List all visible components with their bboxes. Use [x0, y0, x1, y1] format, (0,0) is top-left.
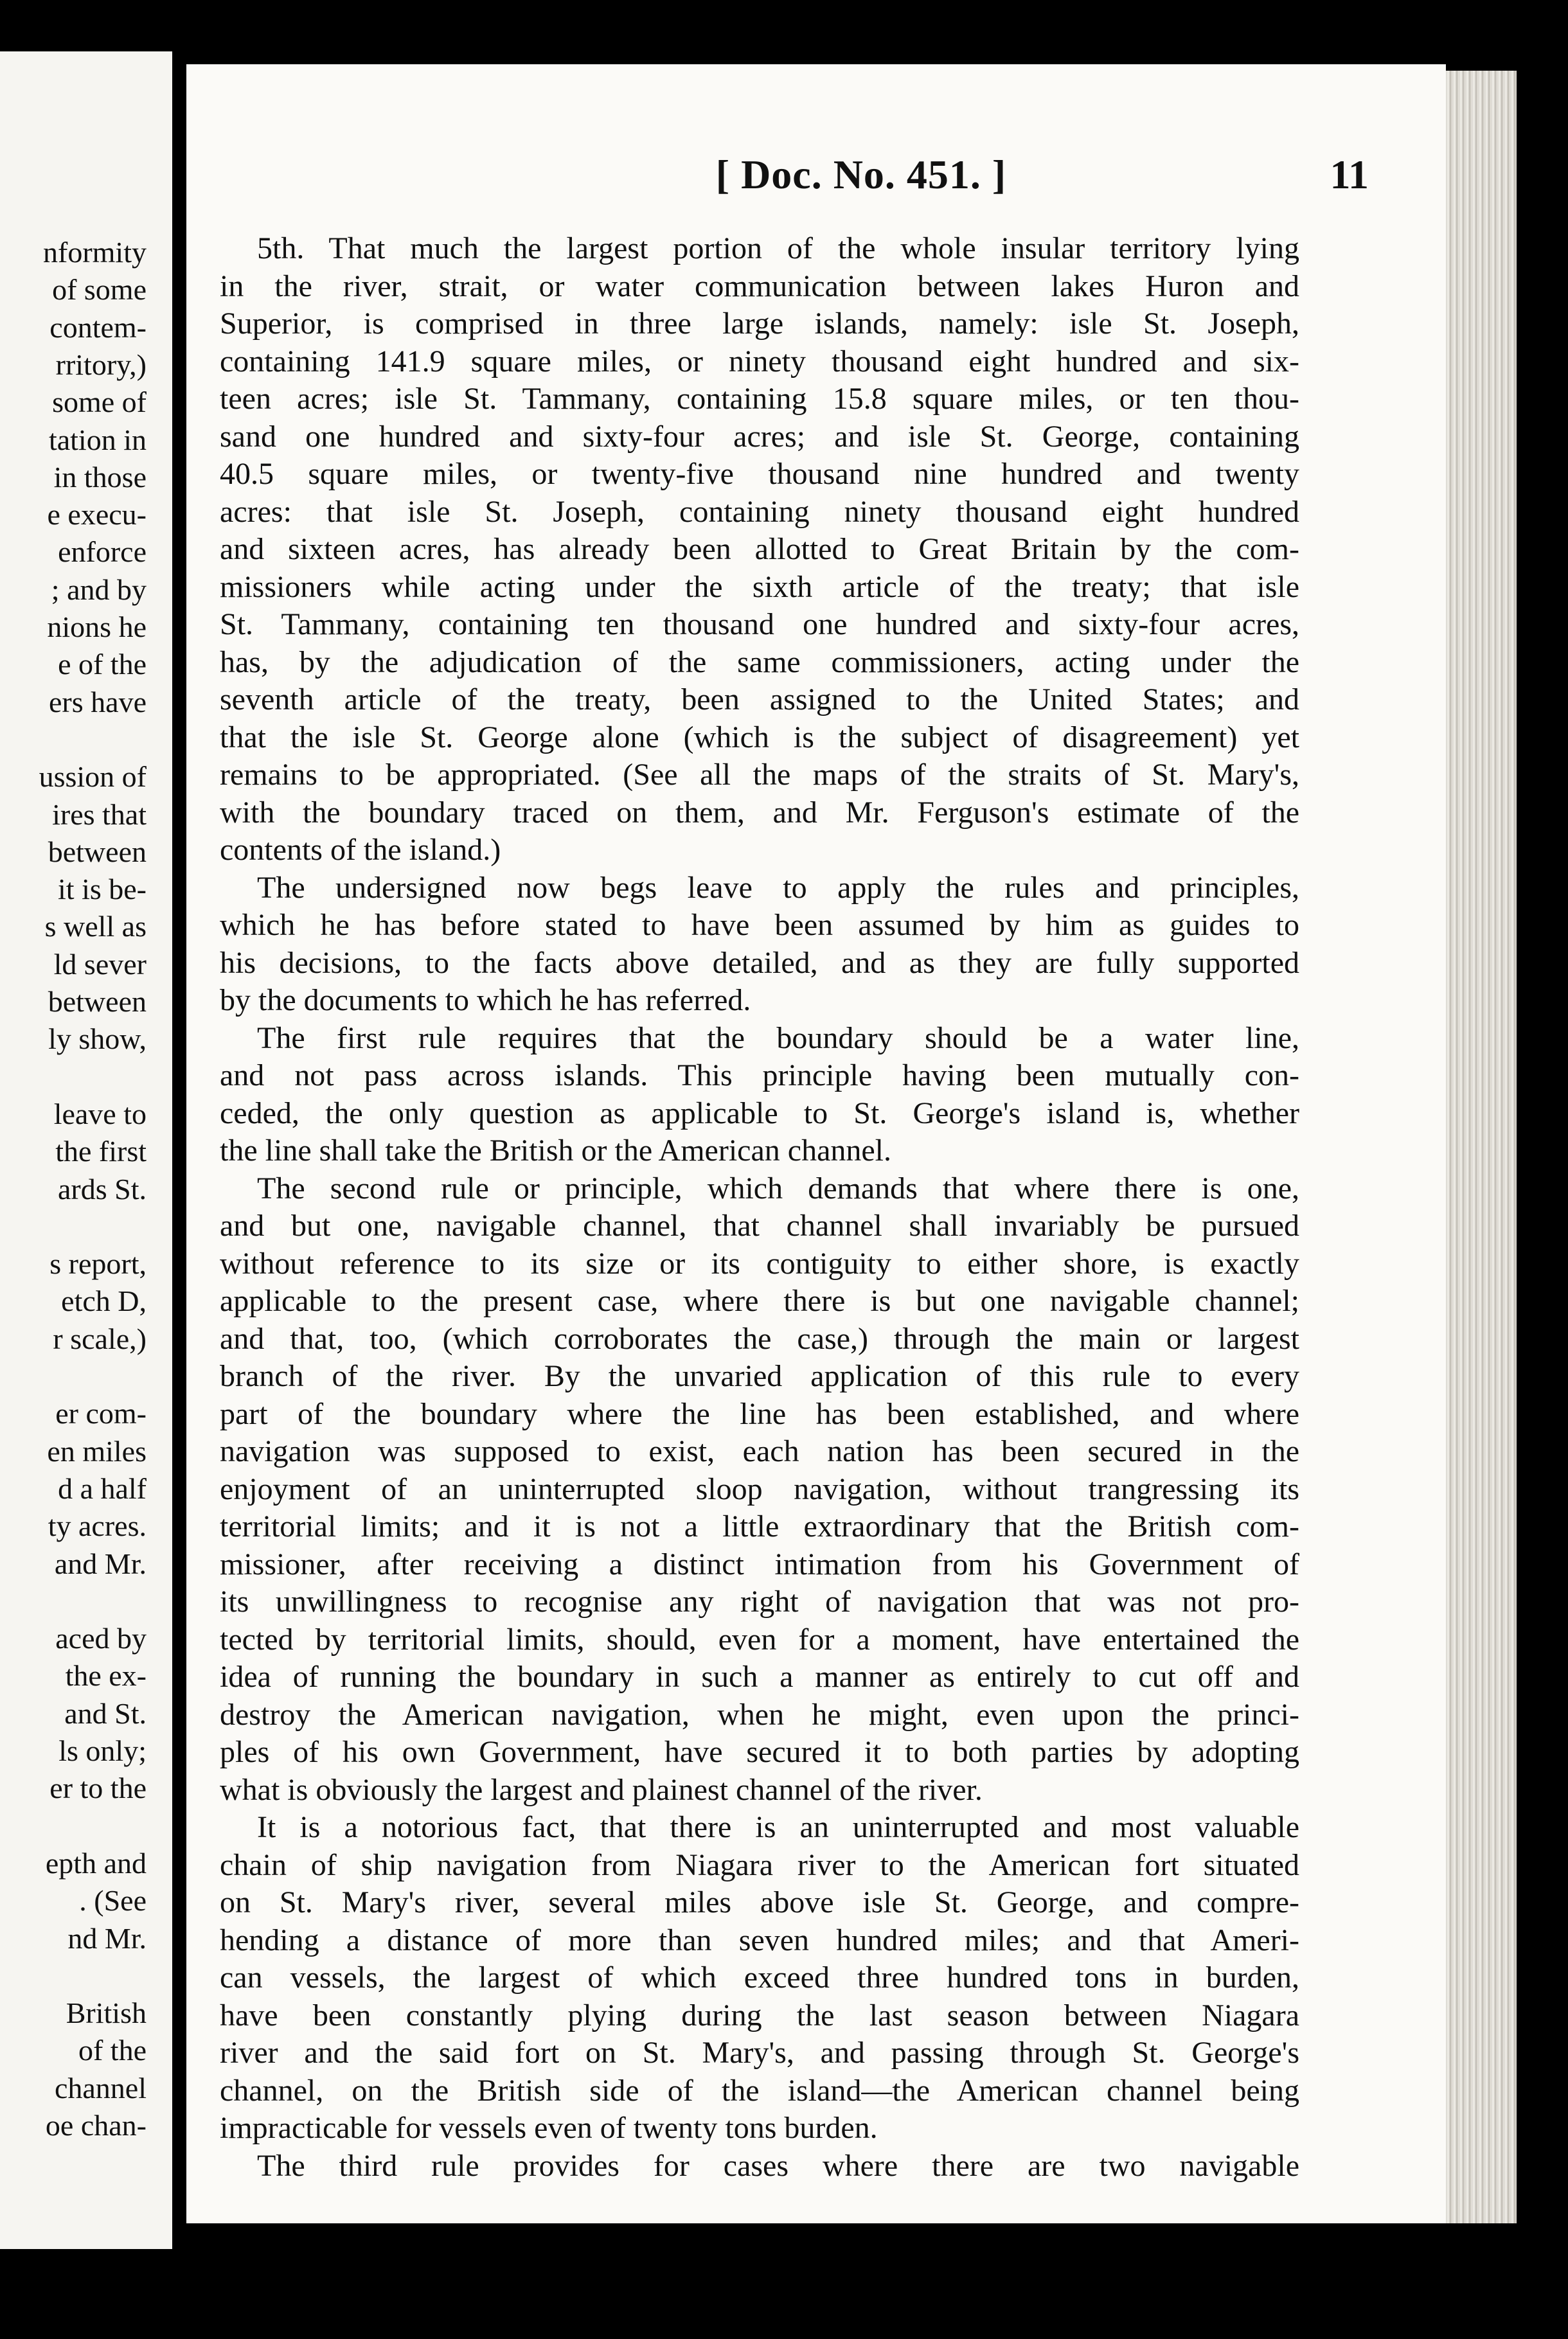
facing-page-line: of the [78, 2034, 147, 2067]
facing-page-line: ld sever [53, 947, 147, 981]
text-line: without reference to its size or its contiguity to either shore, is exactly [220, 1246, 1299, 1281]
facing-page-line: epth and [45, 1846, 147, 1880]
document-label: [ Doc. No. 451. ] [715, 152, 1007, 197]
text-line: 5th. That much the largest portion of the whole insular territory lying [257, 231, 1299, 265]
facing-page-line: d a half [58, 1472, 147, 1505]
facing-page-line: oe chan- [45, 2109, 147, 2142]
facing-page-line: ers have [49, 685, 147, 718]
text-line: river and the said fort on St. Mary's, and passing through St. George's [220, 2036, 1299, 2070]
text-line: 40.5 square miles, or twenty-five thousand nine hundred and twenty [220, 457, 1299, 491]
text-line: ceded, the only question as applicable to St. George's island is, whether [220, 1096, 1299, 1130]
text-line: territorial limits; and it is not a little extraordinary that the British com- [220, 1509, 1299, 1543]
facing-page-line: nd Mr. [67, 1921, 147, 1955]
text-line: channel, on the British side of the island—the American channel being [220, 2073, 1299, 2108]
text-line: destroy the American navigation, when he might, even upon the princi- [220, 1697, 1299, 1732]
page-header [186, 151, 1446, 209]
facing-page-line: and Mr. [54, 1547, 147, 1580]
text-line: sand one hundred and sixty-four acres; and isle St. George, containing [220, 419, 1299, 454]
text-line: that the isle St. George alone (which is the subject of disagreement) yet [220, 720, 1299, 754]
text-line: tected by territorial limits, should, even for a moment, have entertained the [220, 1622, 1299, 1657]
facing-page-line: e execu- [47, 498, 147, 531]
text-line: applicable to the present case, where there is but one navigable channel; [220, 1284, 1299, 1318]
facing-page-line: . (See [79, 1884, 147, 1917]
text-line: the line shall take the British or the American channel. [220, 1134, 892, 1168]
paragraph [220, 869, 1299, 1020]
facing-page-line: ires that [52, 797, 147, 831]
facing-page-line: rritory,) [55, 348, 147, 381]
text-line: St. Tammany, containing ten thousand one hundred and sixty-four acres, [220, 607, 1299, 641]
text-line: what is obviously the largest and plainest channel of the river. [220, 1772, 983, 1807]
body-text [220, 230, 1299, 2185]
facing-page-line: of some [52, 273, 147, 307]
facing-page-line: tation in [48, 423, 147, 456]
text-line: in the river, strait, or water communication between lakes Huron and [220, 269, 1299, 303]
facing-page-line: s report, [49, 1247, 147, 1281]
facing-page-strip [0, 51, 172, 2249]
text-line: have been constantly plying during the last season between Niagara [220, 1998, 1299, 2032]
text-line: its unwillingness to recognise any right of navigation that was not pro- [220, 1585, 1299, 1619]
facing-page-line: er to the [49, 1772, 147, 1805]
document-page [186, 64, 1446, 2223]
text-line: and sixteen acres, has already been allotted to Great Britain by the com- [220, 532, 1299, 566]
text-line: on St. Mary's river, several miles above isle St. George, and compre- [220, 1885, 1299, 1919]
facing-page-line: nions he [47, 610, 147, 643]
text-line: seventh article of the treaty, been assigned to the United States; and [220, 682, 1299, 716]
facing-page-line: enforce [58, 535, 147, 569]
facing-page-line: between [48, 835, 147, 868]
facing-page-line: between [48, 985, 147, 1018]
facing-page-line: British [66, 1997, 147, 2030]
facing-page-line: aced by [55, 1622, 147, 1655]
text-line: branch of the river. By the unvaried application of this rule to every [220, 1359, 1299, 1393]
facing-page-line: nformity [43, 236, 147, 269]
facing-page-line: it is be- [58, 873, 147, 906]
facing-page-line: contem- [49, 310, 147, 344]
text-line: and that, too, (which corroborates the case,) through the main or largest [220, 1321, 1299, 1356]
text-line: The third rule provides for cases where there are two navigable [257, 2148, 1299, 2183]
facing-page-line: in those [53, 460, 147, 494]
text-line: with the boundary traced on them, and Mr. Ferguson's estimate of the [220, 795, 1299, 830]
facing-page-line: the ex- [65, 1659, 147, 1693]
paragraph [220, 2148, 1299, 2185]
facing-page-line: s well as [44, 910, 147, 943]
page-edge-stack [1446, 71, 1517, 2223]
text-line: idea of running the boundary in such a manner as entirely to cut off and [220, 1660, 1299, 1694]
text-line: has, by the adjudication of the same commissioners, acting under the [220, 645, 1299, 679]
facing-page-line: some of [52, 386, 147, 419]
text-line: It is a notorious fact, that there is an uninterrupted and most valuable [257, 1810, 1299, 1844]
text-line: remains to be appropriated. (See all the maps of the straits of St. Mary's, [220, 758, 1299, 792]
text-line: The first rule requires that the boundary should be a water line, [257, 1020, 1299, 1055]
facing-page-line: ls only; [58, 1734, 147, 1767]
text-line: enjoyment of an uninterrupted sloop navigation, without trangressing its [220, 1472, 1299, 1506]
text-line: acres: that isle St. Joseph, containing ninety thousand eight hundred [220, 494, 1299, 529]
text-line: teen acres; isle St. Tammany, containing 15.8 square miles, or ten thou- [220, 382, 1299, 416]
text-line: by the documents to which he has referred. [220, 983, 751, 1017]
paragraph [220, 1020, 1299, 1170]
paragraph [220, 1809, 1299, 2148]
facing-page-line: the first [55, 1135, 147, 1168]
text-line: The second rule or principle, which demands that where there is one, [257, 1171, 1299, 1205]
facing-page-line: ty acres. [48, 1509, 147, 1543]
text-line: The undersigned now begs leave to apply the rules and principles, [257, 870, 1299, 905]
facing-page-line: and St. [64, 1696, 147, 1730]
text-line: navigation was supposed to exist, each nation has been secured in the [220, 1434, 1299, 1468]
text-line: Superior, is comprised in three large islands, namely: isle St. Joseph, [220, 307, 1299, 341]
text-line: part of the boundary where the line has been established, and where [220, 1396, 1299, 1431]
facing-page-line: ; and by [51, 573, 147, 606]
text-line: ples of his own Government, have secured it to both parties by adopting [220, 1735, 1299, 1769]
text-line: missioner, after receiving a distinct intimation from his Government of [220, 1547, 1299, 1581]
text-line: chain of ship navigation from Niagara river to the American fort situated [220, 1847, 1299, 1882]
facing-page-line: etch D, [61, 1285, 147, 1318]
text-line: impracticable for vessels even of twenty tons burden. [220, 2111, 878, 2145]
text-line: and but one, navigable channel, that channel shall invariably be pursued [220, 1209, 1299, 1243]
text-line: contents of the island.) [220, 833, 501, 867]
text-line: can vessels, the largest of which exceed three hundred tons in burden, [220, 1961, 1299, 1995]
facing-page-line: er com- [55, 1397, 147, 1430]
paragraph [220, 230, 1299, 869]
text-line: which he has before stated to have been assumed by him as guides to [220, 908, 1299, 942]
facing-page-line: en miles [47, 1434, 147, 1468]
facing-page-line: e of the [58, 648, 147, 681]
facing-page-line: ly show, [48, 1022, 147, 1056]
facing-page-line: r scale,) [53, 1322, 147, 1355]
text-line: his decisions, to the facts above detailed, and as they are fully supported [220, 945, 1299, 980]
facing-page-line: ards St. [58, 1172, 147, 1205]
text-line: hending a distance of more than seven hundred miles; and that Ameri- [220, 1923, 1299, 1957]
page-number: 11 [1330, 152, 1369, 197]
paragraph [220, 1170, 1299, 1810]
facing-page-line: ussion of [39, 760, 147, 794]
facing-page-line: leave to [53, 1097, 147, 1130]
text-line: missioners while acting under the sixth article of the treaty; that isle [220, 569, 1299, 604]
text-line: containing 141.9 square miles, or ninety thousand eight hundred and six- [220, 344, 1299, 378]
text-line: and not pass across islands. This principle having been mutually con- [220, 1058, 1299, 1092]
facing-page-line: channel [54, 2071, 147, 2104]
